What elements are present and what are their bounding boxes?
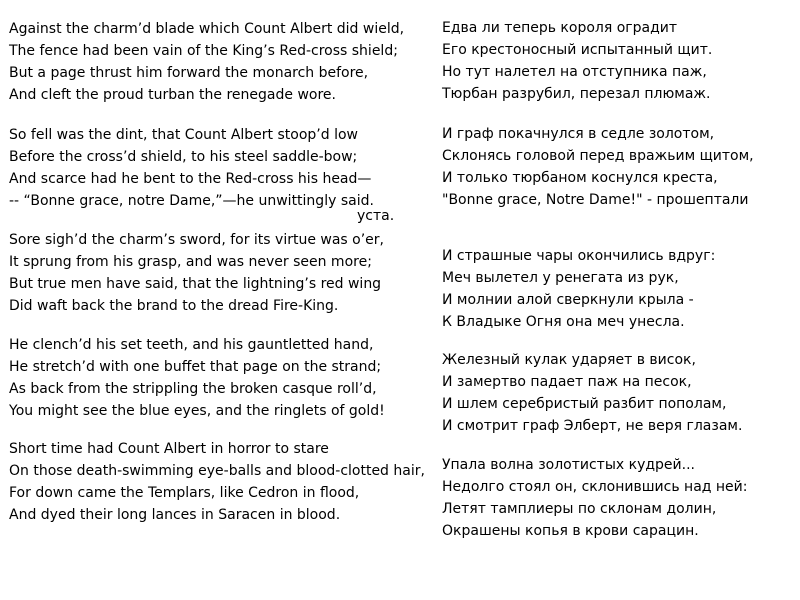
russian-line: Но тут налетел на отступника паж, [442, 64, 707, 80]
english-line: It sprung from his grasp, and was never seen more; [9, 254, 372, 270]
english-line: And dyed their long lances in Saracen in blood. [9, 507, 341, 523]
russian-line: Железный кулак ударяет в висок, [442, 352, 696, 368]
english-line: For down came the Templars, like Cedron in flood, [9, 485, 360, 501]
english-line: And cleft the proud turban the renegade wore. [9, 87, 336, 103]
russian-line: Окрашены копья в крови сарацин. [442, 523, 699, 539]
russian-line: Едва ли теперь короля оградит [442, 20, 678, 36]
russian-line: Летят тамплиеры по склонам долин, [442, 501, 717, 517]
english-line: Short time had Count Albert in horror to stare [9, 441, 329, 457]
russian-line: К Владыке Огня она меч унесла. [442, 314, 685, 330]
english-line: He stretch’d with one buffet that page on the strand; [9, 359, 382, 375]
russian-line: И шлем серебристый разбит пополам, [442, 396, 727, 412]
russian-line: И смотрит граф Элберт, не веря глазам. [442, 418, 743, 434]
english-line: But a page thrust him forward the monarch before, [9, 65, 369, 81]
english-line: So fell was the dint, that Count Albert stoop’d low [9, 127, 358, 143]
russian-line: И только тюрбаном коснулся креста, [442, 170, 718, 186]
russian-line: И замертво падает паж на песок, [442, 374, 692, 390]
russian-line: Его крестоносный испытанный щит. [442, 42, 713, 58]
english-line: He clench’d his set teeth, and his gauntletted hand, [9, 337, 374, 353]
english-line: Sore sigh’d the charm’s sword, for its virtue was o’er, [9, 232, 385, 248]
english-line: You might see the blue eyes, and the ringlets of gold! [9, 403, 385, 419]
russian-line: И страшные чары окончились вдруг: [442, 248, 716, 264]
english-line: The fence had been vain of the King’s Red-cross shield; [9, 43, 398, 59]
english-line: Before the cross’d shield, to his steel saddle-bow; [9, 149, 358, 165]
english-line: But true men have said, that the lightning’s red wing [9, 276, 382, 292]
russian-line: "Bonne grace, Notre Dame!" - прошептали [442, 192, 749, 208]
russian-line: И молнии алой сверкнули крыла - [442, 292, 694, 308]
english-line: As back from the strippling the broken casque roll’d, [9, 381, 377, 397]
russian-line: Меч вылетел у ренегата из рук, [442, 270, 679, 286]
russian-line: Склонясь головой перед вражьим щитом, [442, 148, 754, 164]
russian-line: Упала волна золотистых кудрей... [442, 457, 695, 473]
english-line: Did waft back the brand to the dread Fire-King. [9, 298, 339, 314]
english-line: Against the charm’d blade which Count Albert did wield, [9, 21, 405, 37]
english-line: And scarce had he bent to the Red-cross his head— [9, 171, 372, 187]
russian-line-overflow: уста. [357, 208, 395, 224]
english-line: On those death-swimming eye-balls and blood-clotted hair, [9, 463, 425, 479]
russian-line: Недолго стоял он, склонившись над ней: [442, 479, 748, 495]
russian-line: И граф покачнулся в седле золотом, [442, 126, 715, 142]
english-line: -- “Bonne grace, notre Dame,”—he unwittingly said. [9, 193, 374, 209]
russian-line: Тюрбан разрубил, перезал плюмаж. [442, 86, 711, 102]
